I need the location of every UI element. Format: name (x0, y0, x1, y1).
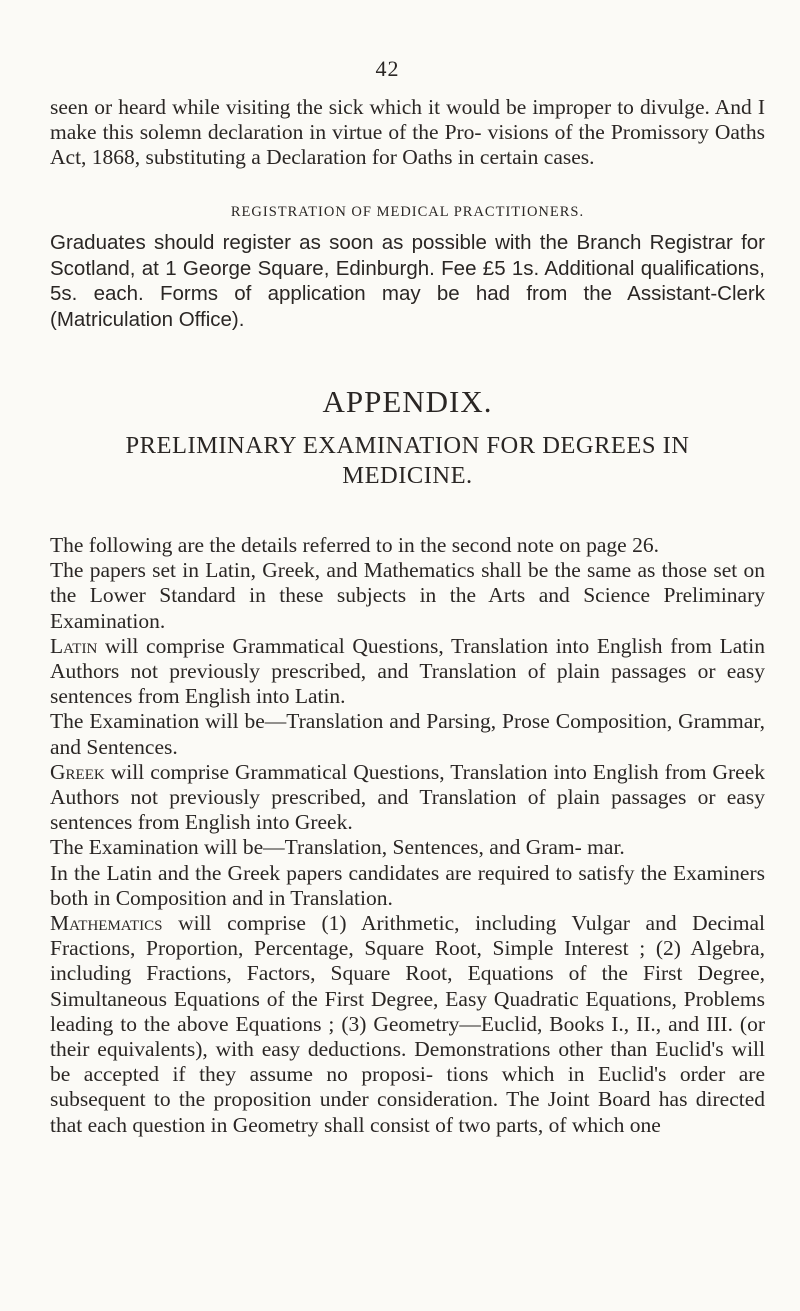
greek-exam-paragraph: The Examination will be—Translation, Sentences, and Gram- mar. (50, 835, 625, 860)
latin-label: Latin (50, 633, 98, 658)
greek-paragraph (50, 760, 765, 836)
intro-paragraph (50, 95, 765, 171)
greek-label: Greek (50, 759, 105, 784)
latin-paragraph (50, 634, 765, 710)
latin-exam-paragraph: The Examination will be—Translation and Parsing, Prose Composition, Grammar, and Sentences. (50, 709, 765, 759)
mathematics-label: Mathematics (50, 911, 163, 936)
composition-paragraph: In the Latin and the Greek papers candidates are required to satisfy the Examiners both in Composition and in Translation. (50, 860, 765, 910)
preliminary-examination-title (50, 431, 765, 491)
mathematics-text: will comprise (1) Arithmetic, including Vulgar and Decimal Fractions, Proportion, Percentage, Square Root, Simple Interest ; (2) Algebra, including Fractions, Factors, Square Root, Equations of the First Degree, Simultaneous Equations of the First Degree, Easy Quadratic Equations, Problems leading to the above Equations ; (3) Geometry—Euclid, Books I., II., and III. (or their equivalents), with easy deductions. Demonstrations other than Euclid's will be accepted if they assume no proposi- tions which in Euclid's order are subsequent to the proposition under consideration. The Joint Board has directed that each question in Geometry shall consist of two parts, of which one (50, 911, 765, 1137)
registration-paragraph (50, 230, 765, 332)
appendix-paragraph-2: The papers set in Latin, Greek, and Mathematics shall be the same as those set on the Lower Standard in these subjects in the Arts and Science Preliminary Examination. (50, 558, 765, 633)
greek-text: will comprise Grammatical Questions, Translation into English from Greek Authors not previously prescribed, and Translation of plain passages or easy sentences from English into Greek. (50, 759, 765, 835)
registration-text: Graduates should register as soon as possible with the Branch Registrar for Scotland, at 1 George Square, Edinburgh. Fee £5 1s. Additional qualifications, 5s. each. Forms of application may be had from the Assistant-Clerk (Matriculation Office). (50, 231, 765, 331)
appendix-body (50, 533, 765, 1138)
latin-text: will comprise Grammatical Questions, Translation into English from Latin Authors not previously prescribed, and Translation of plain passages or easy sentences from English into Latin. (50, 633, 765, 709)
preliminary-title-line-1: PRELIMINARY EXAMINATION FOR DEGREES IN (125, 432, 690, 459)
mathematics-paragraph (50, 911, 765, 1138)
appendix-title: APPENDIX. (322, 384, 493, 419)
intro-text: seen or heard while visiting the sick which it would be improper to divulge. And I make this solemn declaration in virtue of the Pro- visions of the Promissory Oaths Act, 1868, substituting a Declaration for Oaths in certain cases. (50, 95, 765, 170)
appendix-paragraph-1: The following are the details referred to in the second note on page 26. (50, 533, 659, 557)
page-number: 42 (375, 56, 400, 81)
registration-heading: REGISTRATION OF MEDICAL PRACTITIONERS. (230, 204, 585, 220)
preliminary-title-line-2: MEDICINE. (342, 462, 473, 489)
